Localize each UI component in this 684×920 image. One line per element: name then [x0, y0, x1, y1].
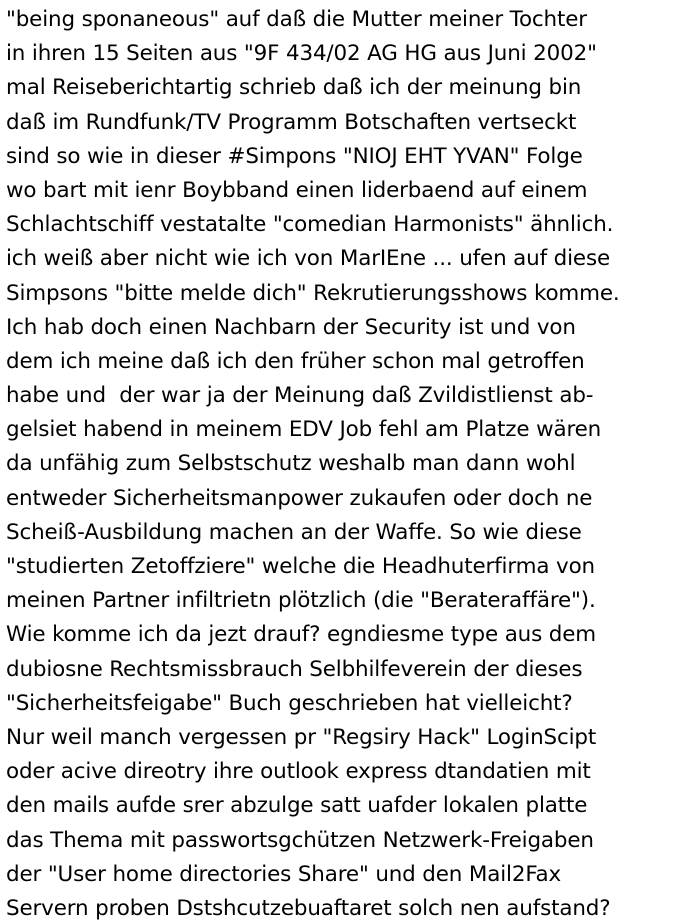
text-line: Wie komme ich da jezt drauf? egndiesme type aus dem [6, 622, 597, 648]
text-line: oder acive direotry ihre outlook express dtandatien mit [6, 759, 591, 785]
text-line: Schlachtschiff vestatalte "comedian Harmonists" ähnlich. [6, 212, 614, 238]
text-line: dem ich meine daß ich den früher schon mal getroffen [6, 348, 585, 374]
text-line: daß im Rundfunk/TV Programm Botschaften vertseckt [6, 109, 577, 135]
text-line: mal Reiseberichtartig schrieb daß ich der meinung bin [6, 75, 582, 101]
text-line: Simpsons "bitte melde dich" Rekrutierungsshows komme. [6, 280, 620, 306]
text-line: dubiosne Rechtsmissbrauch Selbhilfeverein der dieses [6, 656, 583, 682]
text-line: Scheiß-Ausbildung machen an der Waffe. So wie diese [6, 519, 582, 545]
text-line: das Thema mit passwortsgchützen Netzwerk-Freigaben [6, 827, 594, 853]
text-line: "studierten Zetoffziere" welche die Headhuterfirma von [6, 554, 595, 579]
body-text [6, 3, 682, 920]
text-line: gelsiet habend in meinem EDV Job fehl am Platze wären [6, 417, 602, 443]
text-line: in ihren 15 Seiten aus "9F 434/02 AG HG aus Juni 2002" [6, 41, 597, 67]
text-line: "Sicherheitsfeigabe" Buch geschrieben hat vielleicht? [6, 690, 573, 716]
text-line: meinen Partner infiltrietn plötzlich (die "Berateraffäre"). [6, 588, 596, 614]
text-line: Nur weil manch vergessen pr "Regsiry Hack" LoginScipt [6, 724, 597, 750]
text-line: ich weiß aber nicht wie ich von MarIEne ... ufen auf diese [6, 246, 611, 272]
text-line: der "User home directories Share" und den Mail2Fax [6, 861, 562, 887]
text-line: habe und der war ja der Meinung daß Zvildistlienst ab- [6, 383, 594, 409]
text-line: entweder Sicherheitsmanpower zukaufen oder doch ne [6, 485, 593, 511]
text-line: Servern proben Dstshcutzebuaftaret solch nen aufstand? [6, 895, 611, 920]
text-line: sind so wie in dieser #Simpons "NIOJ EHT YVAN" Folge [6, 143, 583, 169]
text-line: "being sponaneous" auf daß die Mutter meiner Tochter [6, 7, 587, 32]
text-line: da unfähig zum Selbstschutz weshalb man dann wohl [6, 451, 576, 477]
text-line: wo bart mit ienr Boybband einen liderbaend auf einem [6, 177, 588, 203]
text-line: den mails aufde srer abzulge satt uafder lokalen platte [6, 793, 588, 819]
text-line: Ich hab doch einen Nachbarn der Security ist und von [6, 314, 576, 340]
